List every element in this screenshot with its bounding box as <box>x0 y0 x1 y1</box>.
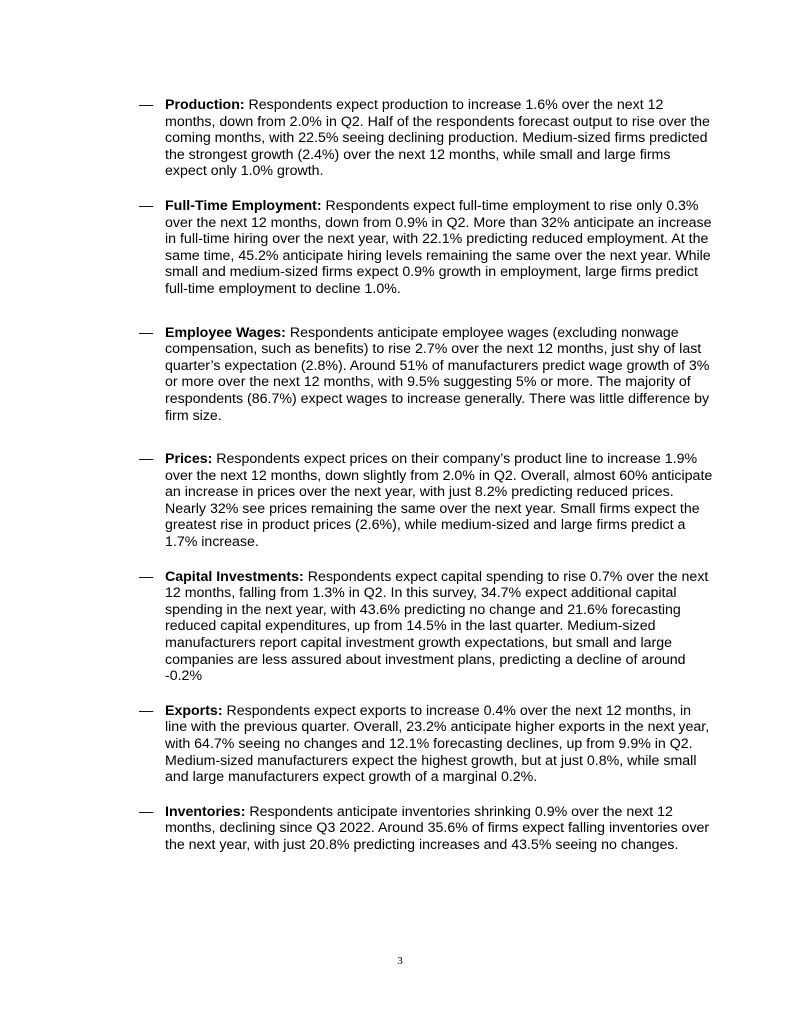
page-number: 3 <box>397 955 403 967</box>
bullet-inventories <box>139 804 714 854</box>
dash-bullet-icon: — <box>139 803 154 820</box>
bullet-prices <box>139 451 714 551</box>
bullet-production <box>139 97 714 180</box>
bullet-label: Exports: <box>165 702 223 719</box>
bullet-label: Full-Time Employment: <box>165 197 322 214</box>
bullet-text: Respondents anticipate inventories shrinking 0.9% over the next 12 months, declining since Q3 2022. Around 35.6% of firms expect falling inventories over the next year, with just 20.8% predicting increases and 43.5% seeing no changes. <box>165 803 710 853</box>
dash-bullet-icon: — <box>139 197 154 214</box>
bullet-label: Capital Investments: <box>165 568 304 585</box>
bullet-text: Respondents anticipate employee wages (excluding nonwage compensation, such as benefits) to rise 2.7% over the next 12 months, just shy of last quarter’s expectation (2.8%). Around 51% of manufacturers predict wage growth of 3% or more over the next 12 months, with 9.5% suggesting 5% or more. The majority of respondents (86.7%) expect wages to increase generally. There was little difference by firm size. <box>165 324 710 424</box>
dash-bullet-icon: — <box>139 568 154 585</box>
bullet-exports <box>139 703 714 786</box>
bullet-full-time-employment <box>139 198 714 298</box>
bullet-label: Employee Wages: <box>165 324 286 341</box>
bullet-text: Respondents expect prices on their company’s product line to increase 1.9% over the next 12 months, down slightly from 2.0% in Q2. Overall, almost 60% anticipate an increase in prices over the next year, with just 8.2% predicting reduced prices. Nearly 32% see prices remaining the same over the next year. Small firms expect the greatest rise in product prices (2.6%), while medium-sized and large firms predict a 1.7% increase. <box>165 451 713 551</box>
dash-bullet-icon: — <box>139 324 154 341</box>
dash-bullet-icon: — <box>139 702 154 719</box>
bullet-text: Respondents expect full-time employment to rise only 0.3% over the next 12 months, down from 0.9% in Q2. More than 32% anticipate an increase in full-time hiring over the next year, with 22.1% predicting reduced employment. At the same time, 45.2% anticipate hiring levels remaining the same over the next year. While small and medium-sized firms expect 0.9% growth in employment, large firms predict full-time employment to decline 1.0%. <box>165 197 712 297</box>
bullet-employee-wages <box>139 325 714 425</box>
bullet-text: Respondents expect exports to increase 0.4% over the next 12 months, in line with the previous quarter. Overall, 23.2% anticipate higher exports in the next year, with 64.7% seeing no changes and 12.1% forecasting declines, up from 9.9% in Q2. Medium-sized manufacturers expect the highest growth, but at just 0.8%, while small and large manufacturers expect growth of a marginal 0.2%. <box>165 702 710 786</box>
bullet-label: Production: <box>165 97 245 113</box>
bullet-text: Respondents expect capital spending to rise 0.7% over the next 12 months, falling from 1.3% in Q2. In this survey, 34.7% expect additional capital spending in the next year, with 43.6% predicting no change and 21.6% forecasting reduced capital expenditures, up from 14.5% in the last quarter. Medium-sized manufacturers report capital investment growth expectations, but small and large companies are less assured about investment plans, predicting a decline of around -0.2% <box>165 568 709 685</box>
bullet-text: Respondents expect production to increase 1.6% over the next 12 months, down from 2.0% in Q2. Half of the respondents forecast output to rise over the coming months, with 22.5% seeing declining production. Medium-sized firms predicted the strongest growth (2.4%) over the next 12 months, while small and large firms expect only 1.0% growth. <box>165 97 710 180</box>
document-body <box>139 97 714 854</box>
bullet-capital-investments <box>139 569 714 685</box>
dash-bullet-icon: — <box>139 97 154 113</box>
bullet-label: Inventories: <box>165 803 246 820</box>
dash-bullet-icon: — <box>139 451 154 468</box>
bullet-label: Prices: <box>165 451 213 468</box>
